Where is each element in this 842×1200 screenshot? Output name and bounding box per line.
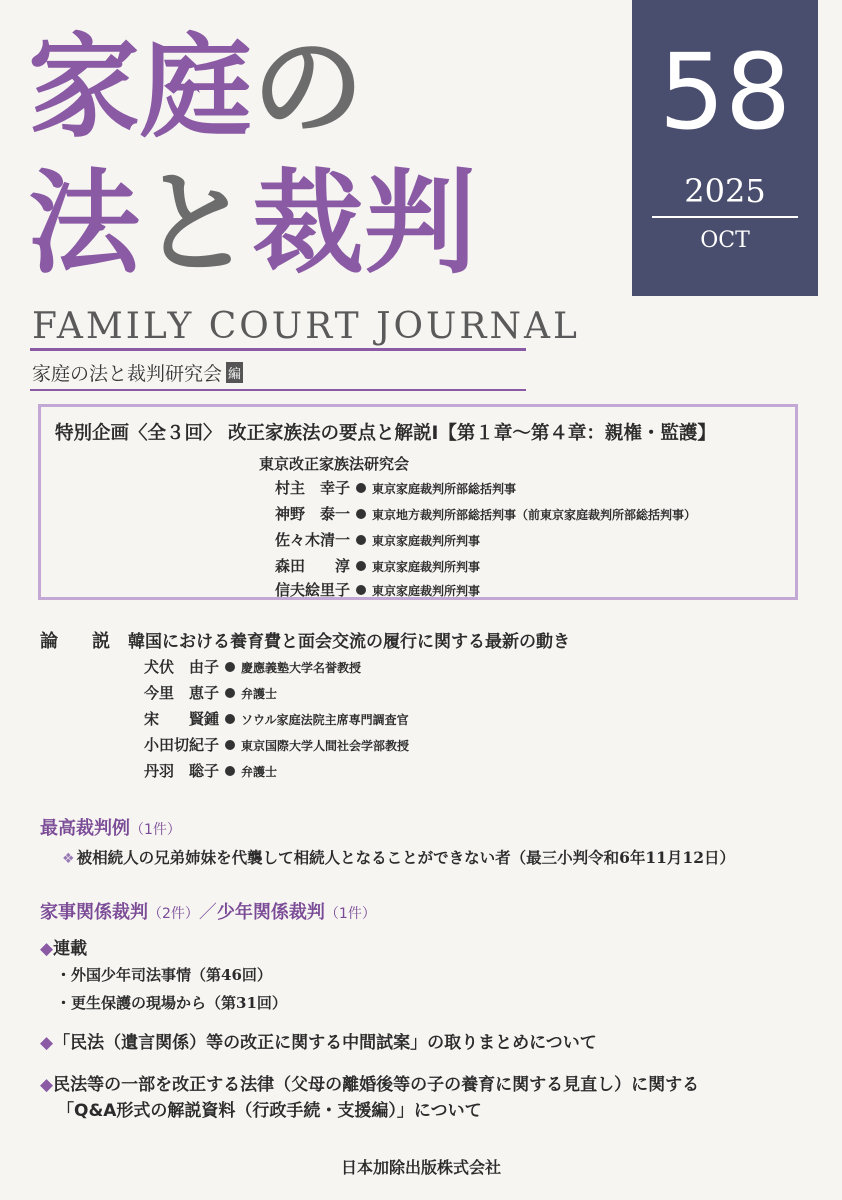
serial-item: ・外国少年司法事情（第46回） <box>56 966 272 984</box>
title-line-1 <box>28 23 364 153</box>
ronsetsu-author <box>144 734 409 755</box>
feature-organization: 東京改正家族法研究会 <box>259 455 410 473</box>
member-name: 森田 淳 <box>275 557 351 575</box>
family-juvenile-heading <box>40 898 376 924</box>
title-hou: 法 <box>28 159 140 289</box>
supreme-heading-text: 最高裁判例 <box>40 818 130 839</box>
author-role: 東京国際大学人間社会学部教授 <box>241 739 410 753</box>
bullet-dot-icon <box>225 714 235 724</box>
author-name: 今里 恵子 <box>144 684 220 702</box>
author-name: 小田切紀子 <box>144 736 220 754</box>
member-role: 東京家庭裁判所部総括判事 <box>372 482 517 496</box>
issue-year: 2025 <box>684 172 766 210</box>
bullet-dot-icon <box>356 585 366 595</box>
supreme-court-heading <box>40 814 181 840</box>
heading-separator: ／ <box>198 902 217 923</box>
author-name: 丹羽 聡子 <box>144 762 220 780</box>
bullet-dot-icon <box>356 509 366 519</box>
bullet-dot-icon <box>225 662 235 672</box>
author-name: 宋 賢鍾 <box>144 710 220 728</box>
title-katei: 家庭 <box>28 23 252 153</box>
member-name: 佐々木清一 <box>275 531 351 549</box>
editor-line <box>32 359 243 386</box>
bullet-dot-icon <box>225 740 235 750</box>
member-role: 東京地方裁判所部総括判事（前東京家庭裁判所部総括判事） <box>372 508 697 522</box>
supreme-case <box>62 846 735 868</box>
ronsetsu-title: 韓国における養育費と面会交流の履行に関する最新の動き <box>128 632 570 652</box>
juvenile-count: （1件） <box>324 906 376 922</box>
ronsetsu-label: 論 説 <box>40 631 118 652</box>
feature-box <box>38 404 798 600</box>
title-rule-bottom <box>30 389 526 391</box>
issue-number: 58 <box>658 31 792 153</box>
author-role: ソウル家庭法院主席専門調査官 <box>241 713 409 727</box>
family-heading-text: 家事関係裁判 <box>40 902 148 923</box>
issue-box <box>632 0 818 296</box>
family-count: （2件） <box>148 906 199 922</box>
serial-heading <box>40 934 87 959</box>
bullet-dot-icon <box>356 535 366 545</box>
juvenile-heading-text: 少年関係裁判 <box>216 902 325 923</box>
member-role: 東京家庭裁判所判事 <box>372 560 481 574</box>
publisher: 日本加除出版株式会社 <box>340 1158 501 1177</box>
title-rule-top <box>30 348 526 351</box>
article-item-2-line1: 民法等の一部を改正する法律（父母の離婚後等の子の養育に関する見直し）に関する <box>53 1075 700 1095</box>
bullet-dot-icon <box>225 766 235 776</box>
feature-member <box>275 503 696 524</box>
issue-month: OCT <box>700 228 750 253</box>
article-item-1-text: 「民法（遺言関係）等の改正に関する中間試案」の取りまとめについて <box>53 1033 597 1053</box>
ronsetsu-author <box>144 708 409 729</box>
ronsetsu-author <box>144 760 277 781</box>
diamond-icon: ◆ <box>40 1033 54 1053</box>
ronsetsu-author <box>144 656 361 677</box>
english-title: FAMILY COURT JOURNAL <box>32 306 580 347</box>
title-line-2 <box>28 159 476 289</box>
diamond-cluster-icon: ❖ <box>62 851 75 867</box>
author-name: 犬伏 由子 <box>144 658 220 676</box>
member-role: 東京家庭裁判所判事 <box>372 584 481 598</box>
diamond-icon: ◆ <box>40 939 54 959</box>
supreme-case-text: 被相続人の兄弟姉妹を代襲して相続人となることができない者（最三小判令和6年11月12日） <box>76 848 735 867</box>
issue-divider <box>652 216 798 218</box>
supreme-count: （1件） <box>130 822 181 838</box>
member-name: 神野 泰一 <box>275 505 351 523</box>
serial-heading-text: 連載 <box>53 939 88 959</box>
article-item-2 <box>40 1070 699 1095</box>
title-saiban: 裁判 <box>252 159 476 289</box>
bullet-dot-icon <box>356 561 366 571</box>
feature-member <box>275 579 480 600</box>
diamond-icon: ◆ <box>40 1075 54 1095</box>
author-role: 弁護士 <box>241 765 278 779</box>
feature-member <box>275 529 480 550</box>
editor-name: 家庭の法と裁判研究会 <box>32 363 223 385</box>
feature-member <box>275 477 516 498</box>
feature-title: 特別企画〈全３回〉 改正家族法の要点と解説Ⅰ【第１章～第４章：親権・監護】 <box>55 423 716 444</box>
bullet-dot-icon <box>225 688 235 698</box>
member-name: 信夫絵里子 <box>275 581 351 599</box>
serial-item: ・更生保護の現場から（第31回） <box>56 994 287 1012</box>
editor-mark: 編 <box>226 362 243 383</box>
bullet-dot-icon <box>356 483 366 493</box>
member-role: 東京家庭裁判所判事 <box>372 534 481 548</box>
author-role: 弁護士 <box>241 687 278 701</box>
article-item-2-line2: 「Q&A形式の解説資料（行政手続・支援編）」について <box>57 1101 482 1121</box>
feature-member <box>275 555 480 576</box>
member-name: 村主 幸子 <box>275 479 351 497</box>
title-no: の <box>252 23 364 153</box>
article-item-1 <box>40 1028 597 1053</box>
title-to: と <box>140 159 252 289</box>
ronsetsu-author <box>144 682 277 703</box>
author-role: 慶應義塾大学名誉教授 <box>241 661 362 675</box>
